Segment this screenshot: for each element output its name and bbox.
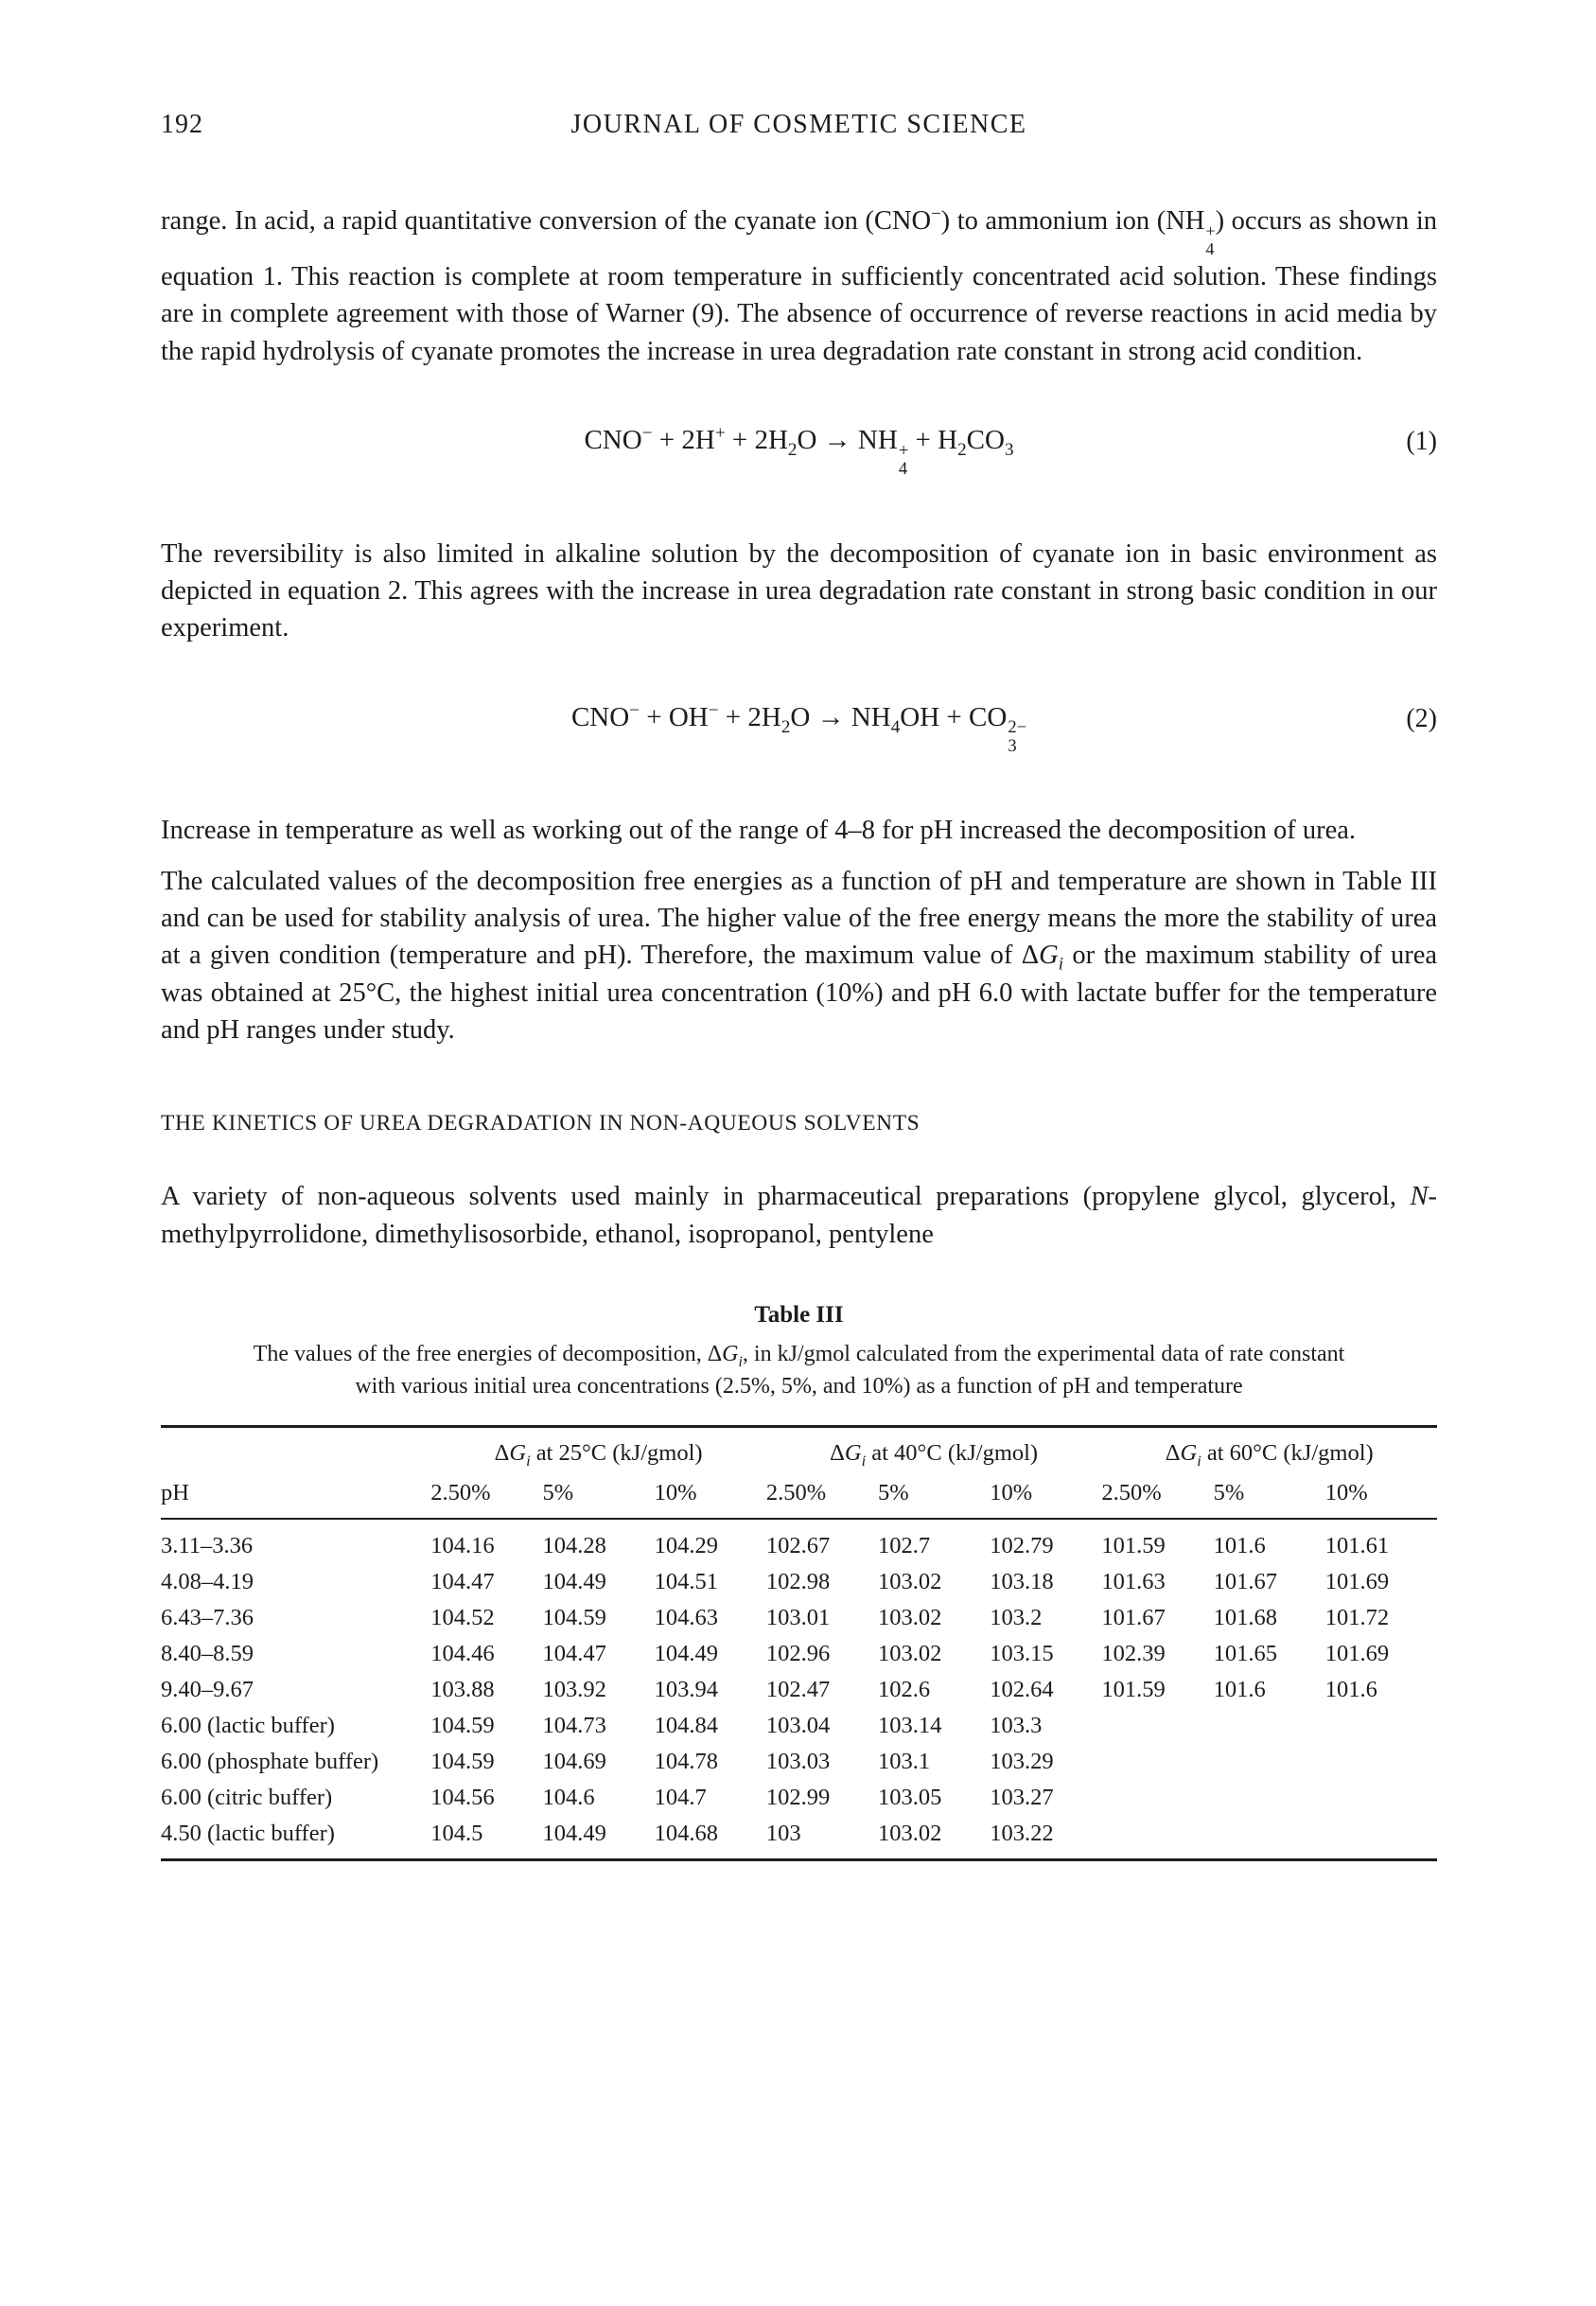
- value-cell: 103.14: [878, 1713, 942, 1739]
- value-cell: 104.56: [430, 1785, 495, 1811]
- value-cell: 104.49: [654, 1641, 719, 1667]
- value-cell: 101.72: [1324, 1605, 1390, 1631]
- value-cell: [1101, 1708, 1213, 1744]
- col-header-40c-10pct: 10%: [990, 1470, 1101, 1519]
- value-cell: 101.68: [1213, 1605, 1277, 1631]
- col-group-25c: $\Delta G_i$ at 25°C (kJ/gmol): [494, 1440, 703, 1470]
- value-cell: 104.29: [654, 1533, 719, 1559]
- value-cell: 101.69: [1324, 1569, 1390, 1595]
- value-cell: 103.05: [878, 1785, 942, 1811]
- value-cell: 103.22: [990, 1821, 1054, 1847]
- value-cell: 104.59: [430, 1749, 495, 1775]
- table-iii-section: [161, 1302, 1437, 1861]
- ph-cell: 6.43–7.36: [161, 1605, 254, 1631]
- value-cell: 104.6: [542, 1785, 595, 1811]
- col-header-60c-10pct: 10%: [1325, 1470, 1437, 1519]
- article-body: [161, 202, 1437, 1861]
- table-row: [161, 1708, 1437, 1744]
- value-cell: 104.59: [430, 1713, 495, 1739]
- value-cell: 102.39: [1101, 1641, 1166, 1667]
- value-cell: 103.02: [878, 1569, 942, 1595]
- value-cell: 101.6: [1213, 1677, 1266, 1703]
- value-cell: 103.94: [654, 1677, 719, 1703]
- value-cell: 102.79: [990, 1533, 1054, 1559]
- value-cell: 103.01: [765, 1605, 831, 1631]
- sub-header-row: [161, 1470, 1437, 1519]
- value-cell: 104.78: [654, 1749, 719, 1775]
- paragraph-free-energies: The calculated values of the decomposition free energies as a function of pH and temperature are shown in Table III and can be used for stability analysis of urea. The higher value of the free energy means the more the stability of urea at a given condition (temperature and pH). Therefore, the maximum value of $\Delta G_i$ or the maximum stability of urea was obtained at 25°C, the highest initial urea concentration (10%) and pH 6.0 with lactate buffer for the temperature and pH ranges under study.: [161, 866, 1437, 1046]
- value-cell: [1101, 1816, 1213, 1860]
- paragraph-solvents: A variety of non-aqueous solvents used mainly in pharmaceutical preparations (propylene glycol, glycerol, N-methylpyrrolidone, dimethylisosorbide, ethanol, isopropanol, pentylene: [161, 1182, 1437, 1249]
- value-cell: 101.59: [1101, 1533, 1166, 1559]
- value-cell: 104.47: [430, 1569, 495, 1595]
- ph-cell: 4.08–4.19: [161, 1569, 254, 1595]
- value-cell: 103.29: [990, 1749, 1054, 1775]
- value-cell: 102.64: [990, 1677, 1054, 1703]
- ph-cell: 6.00 (phosphate buffer): [161, 1749, 379, 1775]
- value-cell: 101.67: [1213, 1569, 1277, 1595]
- col-header-40c-5pct: 5%: [878, 1470, 990, 1519]
- page-header: [161, 110, 1437, 148]
- value-cell: [1325, 1780, 1437, 1816]
- table-row: [161, 1816, 1437, 1860]
- value-cell: 104.49: [542, 1821, 606, 1847]
- value-cell: 103.92: [542, 1677, 606, 1703]
- value-cell: 104.73: [542, 1713, 606, 1739]
- value-cell: 102.67: [765, 1533, 831, 1559]
- value-cell: 103.02: [878, 1641, 942, 1667]
- value-cell: 104.52: [430, 1605, 495, 1631]
- value-cell: 103: [765, 1821, 801, 1847]
- value-cell: 103.02: [878, 1605, 942, 1631]
- equation-1-formula: $CNO^- + 2H^+ + 2H_2O$ → NH + 4 + $H_2CO_3$: [584, 423, 1014, 480]
- value-cell: 104.84: [654, 1713, 719, 1739]
- value-cell: 102.6: [878, 1677, 931, 1703]
- value-cell: [1325, 1708, 1437, 1744]
- paragraph-acid-conversion: range. In acid, a rapid quantitative conversion of the cyanate ion (CNO−) to ammonium ion (NH + 4 ) occurs as shown in equation 1. This reaction is complete at room temperature in sufficiently concentrated acid solution. These findings are in complete agreement with those of Warner (9). The absence of occurrence of reverse reactions in acid media by the rapid hydrolysis of cyanate promotes the increase in urea degradation rate constant in strong acid condition.: [161, 203, 1437, 366]
- value-cell: 104.7: [654, 1785, 707, 1811]
- col-header-60c-5pct: 5%: [1214, 1470, 1325, 1519]
- value-cell: 104.68: [654, 1821, 719, 1847]
- col-header-25c-5pct: 5%: [542, 1470, 654, 1519]
- col-group-60c: $\Delta G_i$ at 60°C (kJ/gmol): [1165, 1440, 1374, 1470]
- value-cell: 104.49: [542, 1569, 606, 1595]
- value-cell: 103.15: [990, 1641, 1054, 1667]
- equation-2: [161, 702, 1437, 756]
- value-cell: 101.59: [1101, 1677, 1166, 1703]
- table-row: [161, 1519, 1437, 1564]
- col-group-40c: $\Delta G_i$ at 40°C (kJ/gmol): [830, 1440, 1039, 1470]
- ph-cell: 3.11–3.36: [161, 1533, 254, 1559]
- value-cell: 103.04: [765, 1713, 831, 1739]
- table-body: [161, 1519, 1437, 1860]
- table-head: [161, 1427, 1437, 1520]
- col-header-25c-2-50pct: 2.50%: [430, 1470, 542, 1519]
- value-cell: 102.7: [878, 1533, 931, 1559]
- value-cell: 101.67: [1101, 1605, 1166, 1631]
- value-cell: [1325, 1816, 1437, 1860]
- value-cell: 104.47: [542, 1641, 606, 1667]
- value-cell: 104.28: [542, 1533, 606, 1559]
- value-cell: [1214, 1708, 1325, 1744]
- value-cell: 103.88: [430, 1677, 495, 1703]
- group-header-spacer: [161, 1427, 430, 1471]
- table-title: Table III: [754, 1302, 844, 1329]
- section-heading-kinetics: THE KINETICS OF UREA DEGRADATION IN NON-AQUEOUS SOLVENTS: [161, 1111, 921, 1136]
- paragraph-reversibility: The reversibility is also limited in alkaline solution by the decomposition of cyanate ion in basic environment as depicted in equation 2. This agrees with the increase in urea degradation rate constant in strong basic condition in our experiment.: [161, 538, 1437, 643]
- value-cell: 103.1: [878, 1749, 931, 1775]
- journal-title: JOURNAL OF COSMETIC SCIENCE: [570, 110, 1027, 139]
- value-cell: 101.6: [1324, 1677, 1377, 1703]
- value-cell: 104.5: [430, 1821, 483, 1847]
- group-header-row: [161, 1427, 1437, 1471]
- table-row: [161, 1744, 1437, 1780]
- value-cell: [1101, 1780, 1213, 1816]
- table-row: [161, 1600, 1437, 1636]
- equation-2-formula: $CNO^- + OH^- + 2H_2O \to NH_4OH$ + CO 2− 3: [570, 700, 1027, 756]
- value-cell: 104.69: [542, 1749, 606, 1775]
- ph-column-header: pH: [161, 1470, 430, 1519]
- value-cell: 104.16: [430, 1533, 495, 1559]
- ph-cell: 4.50 (lactic buffer): [161, 1821, 335, 1847]
- value-cell: 102.47: [765, 1677, 831, 1703]
- value-cell: [1214, 1816, 1325, 1860]
- col-header-60c-2-50pct: 2.50%: [1101, 1470, 1213, 1519]
- col-header-40c-2-50pct: 2.50%: [766, 1470, 878, 1519]
- value-cell: 101.61: [1324, 1533, 1390, 1559]
- ph-cell: 6.00 (citric buffer): [161, 1785, 333, 1811]
- value-cell: [1101, 1744, 1213, 1780]
- value-cell: 102.98: [765, 1569, 831, 1595]
- value-cell: 103.2: [990, 1605, 1043, 1631]
- value-cell: 104.46: [430, 1641, 495, 1667]
- value-cell: 104.51: [654, 1569, 719, 1595]
- equation-1: [161, 425, 1437, 479]
- col-header-25c-10pct: 10%: [655, 1470, 766, 1519]
- paragraph-temperature: Increase in temperature as well as working out of the range of 4–8 for pH increased the decomposition of urea.: [161, 816, 1357, 846]
- free-energy-table: [161, 1425, 1437, 1861]
- equation-2-number: (2): [1406, 703, 1437, 733]
- equation-1-number: (1): [1406, 426, 1437, 456]
- value-cell: 102.99: [765, 1785, 831, 1811]
- page-number: 192: [161, 110, 203, 139]
- ph-cell: 9.40–9.67: [161, 1677, 254, 1703]
- table-row: [161, 1636, 1437, 1672]
- value-cell: 101.6: [1213, 1533, 1266, 1559]
- ph-cell: 6.00 (lactic buffer): [161, 1713, 335, 1739]
- ph-cell: 8.40–8.59: [161, 1641, 254, 1667]
- value-cell: 101.69: [1324, 1641, 1390, 1667]
- table-row: [161, 1780, 1437, 1816]
- value-cell: 104.59: [542, 1605, 606, 1631]
- value-cell: [1325, 1744, 1437, 1780]
- value-cell: 102.96: [765, 1641, 831, 1667]
- table-row: [161, 1564, 1437, 1600]
- value-cell: 104.63: [654, 1605, 719, 1631]
- value-cell: 103.18: [990, 1569, 1054, 1595]
- value-cell: 101.63: [1101, 1569, 1166, 1595]
- table-row: [161, 1672, 1437, 1708]
- value-cell: 103.03: [765, 1749, 831, 1775]
- table-caption: The values of the free energies of decomposition, $\Delta G_i$, in kJ/gmol calculated from the experimental data of rate constant with various initial urea concentrations (2.5%, 5%, and 10%) as a function of pH and temperature: [253, 1342, 1345, 1399]
- value-cell: [1214, 1780, 1325, 1816]
- value-cell: [1214, 1744, 1325, 1780]
- value-cell: 103.3: [990, 1713, 1043, 1739]
- value-cell: 103.27: [990, 1785, 1054, 1811]
- value-cell: 103.02: [878, 1821, 942, 1847]
- value-cell: 101.65: [1213, 1641, 1277, 1667]
